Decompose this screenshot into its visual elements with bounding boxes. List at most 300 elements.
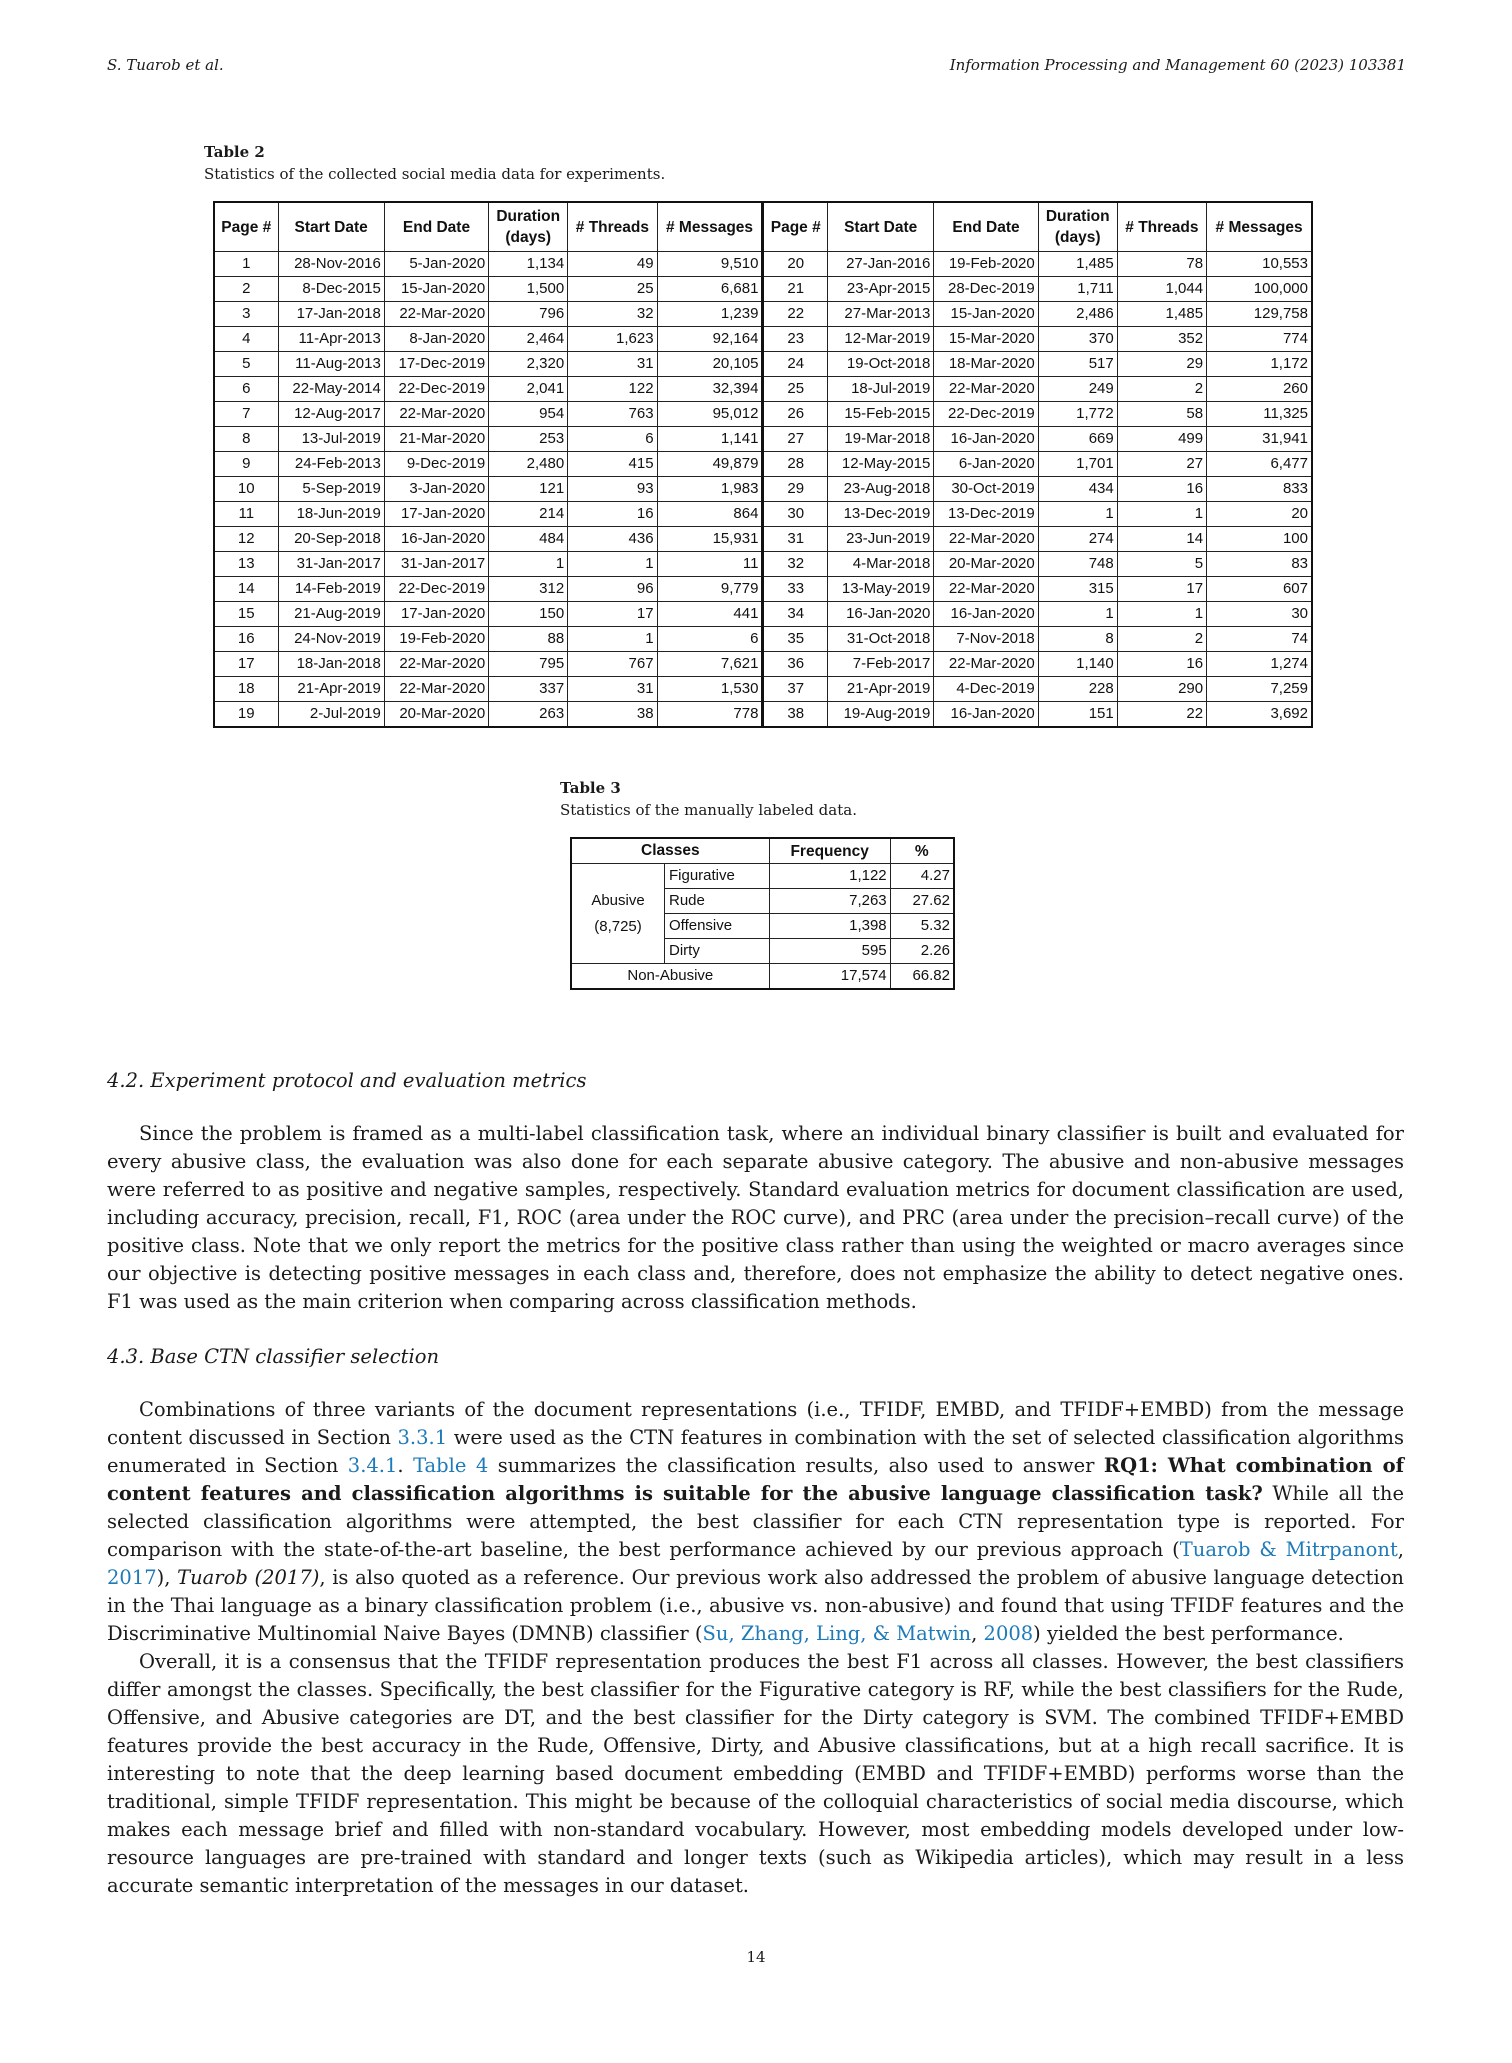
table2-cell-threads: 78 [1117,252,1206,277]
table2-cell-duration: 370 [1038,327,1117,352]
table2-cell-threads: 25 [568,277,657,302]
table2-cell-end-date: 22-Mar-2020 [934,377,1038,402]
table2-cell-threads: 14 [1117,527,1206,552]
table2-cell-page-number: 27 [763,427,828,452]
table3-class: Figurative [665,864,770,889]
table2-cell-threads: 49 [568,252,657,277]
table3-label: Table 3 [560,779,621,797]
table2-cell-end-date: 22-Dec-2019 [384,577,488,602]
table2-cell-duration: 88 [489,627,568,652]
table2-cell-messages: 1,983 [657,477,763,502]
table2-cell-messages: 100 [1207,527,1312,552]
table2-cell-threads: 1 [1117,502,1206,527]
table2-row [214,352,1312,377]
table2-cell-threads: 1 [568,627,657,652]
table2-cell-threads: 2 [1117,627,1206,652]
citation-link[interactable]: Tuarob & Mitrpanont [1179,1538,1398,1561]
table2-cell-duration: 2,486 [1038,302,1117,327]
table2-cell-end-date: 9-Dec-2019 [384,452,488,477]
table2-cell-messages: 6 [657,627,763,652]
table2-cell-page-number: 6 [214,377,278,402]
table2-cell-threads: 1 [1117,602,1206,627]
table3-group-label: Abusive [591,891,645,909]
table3-frequency: 1,122 [769,864,890,889]
table2-row [214,302,1312,327]
table3 [570,837,955,990]
table2-cell-page-number: 35 [763,627,828,652]
paragraph-text: ), [156,1566,178,1589]
table2-caption [204,141,665,185]
table2-cell-page-number: 26 [763,402,828,427]
table2-cell-page-number: 8 [214,427,278,452]
table2-cell-threads: 415 [568,452,657,477]
body-paragraph: Overall, it is a consensus that the TFIDF representation produces the best F1 across all classes. However, the best classifiers differ amongst the classes. Specifically, the best classifier for the Figurative category is RF, while the best classifiers for the Rude, Offensive, and Abusive categories are DT, and the best classifier for the Dirty category is SVM. The combined TFIDF+EMBD features provide the best accuracy in the Rude, Offensive, Dirty, and Abusive classifications, but at a high recall sacrifice. It is interesting to note that the deep learning based document embedding (EMBD and TFIDF+EMBD) performs worse than the traditional, simple TFIDF representation. This might be because of the colloquial characteristics of social media discourse, which makes each message brief and filled with non-standard vocabulary. However, most embedding models developed under low-resource languages are pre-trained with standard and longer texts (such as Wikipedia articles), which may result in a less accurate semantic interpretation of the messages in our dataset. [107,1650,1404,1897]
table2-cell-messages: 9,779 [657,577,763,602]
table2-caption-text: Statistics of the collected social media data for experiments. [204,165,666,183]
table2-cell-duration: 796 [489,302,568,327]
table2-row [214,652,1312,677]
table2-cell-messages: 20,105 [657,352,763,377]
table2-cell-page-number: 30 [763,502,828,527]
table2-cell-messages: 10,553 [1207,252,1312,277]
running-header-authors: S. Tuarob et al. [107,56,224,74]
table2-cell-start-date: 18-Jan-2018 [278,652,384,677]
table2-cell-start-date: 14-Feb-2019 [278,577,384,602]
table3-row [571,964,954,990]
table2-col-header: # Messages [1207,202,1312,252]
section-heading: 4.2. Experiment protocol and evaluation metrics [107,1069,587,1092]
table2-cell-page-number: 38 [763,702,828,728]
table2-cell-start-date: 12-Aug-2017 [278,402,384,427]
table2-cell-end-date: 16-Jan-2020 [384,527,488,552]
table2-cell-threads: 38 [568,702,657,728]
table2-cell-end-date: 4-Dec-2019 [934,677,1038,702]
table2-col-header: # Messages [657,202,763,252]
table2-cell-duration: 795 [489,652,568,677]
table2-cell-threads: 27 [1117,452,1206,477]
table2-cell-page-number: 28 [763,452,828,477]
table2-cell-threads: 6 [568,427,657,452]
table2-row [214,552,1312,577]
table2-cell-messages: 1,172 [1207,352,1312,377]
table2-cell-duration: 315 [1038,577,1117,602]
table2-col-header: End Date [384,202,488,252]
table2-cell-start-date: 23-Jun-2019 [828,527,934,552]
citation-link[interactable]: Su, Zhang, Ling, & Matwin [702,1622,972,1645]
table2-cell-messages: 7,259 [1207,677,1312,702]
research-question: RQ1: What combination of content features and classification algorithms is suitable for the abusive language classification task? [107,1454,1405,1505]
table2-cell-threads: 1,485 [1117,302,1206,327]
table3-percent: 27.62 [890,889,954,914]
table2-cell-start-date: 2-Jul-2019 [278,702,384,728]
table2-row [214,452,1312,477]
table2-cell-end-date: 6-Jan-2020 [934,452,1038,477]
table2-cell-start-date: 19-Aug-2019 [828,702,934,728]
table2-cell-start-date: 15-Feb-2015 [828,402,934,427]
table2-cell-messages: 15,931 [657,527,763,552]
table2-cell-page-number: 24 [763,352,828,377]
table2-cell-messages: 30 [1207,602,1312,627]
table2-cell-duration: 2,320 [489,352,568,377]
table2-cell-messages: 1,274 [1207,652,1312,677]
table2-cell-page-number: 23 [763,327,828,352]
table2-cell-threads: 436 [568,527,657,552]
citation-italic: Tuarob (2017) [177,1566,320,1589]
table2-cell-duration: 484 [489,527,568,552]
table2-cell-end-date: 31-Jan-2017 [384,552,488,577]
table2-cell-threads: 31 [568,677,657,702]
table2-cell-threads: 16 [1117,652,1206,677]
table3-row [571,864,954,889]
table2-cell-duration: 748 [1038,552,1117,577]
table3-caption [560,777,857,821]
table2-cell-messages: 95,012 [657,402,763,427]
table2-col-header: End Date [934,202,1038,252]
table2-cell-start-date: 19-Mar-2018 [828,427,934,452]
table3-percent: 66.82 [890,964,954,990]
body-paragraph [107,1396,1404,1648]
table2-col-header: Page # [763,202,828,252]
table2-cell-duration: 1,701 [1038,452,1117,477]
table2-row [214,477,1312,502]
table2-cell-threads: 32 [568,302,657,327]
table2-cell-page-number: 19 [214,702,278,728]
table2-cell-end-date: 22-Dec-2019 [934,402,1038,427]
table2-cell-end-date: 18-Mar-2020 [934,352,1038,377]
table2-cell-end-date: 19-Feb-2020 [384,627,488,652]
table2-cell-page-number: 29 [763,477,828,502]
table2-cell-page-number: 32 [763,552,828,577]
table2-cell-duration: 669 [1038,427,1117,452]
table2-cell-start-date: 11-Apr-2013 [278,327,384,352]
table2-cell-page-number: 31 [763,527,828,552]
table2-cell-threads: 2 [1117,377,1206,402]
table2-cell-page-number: 21 [763,277,828,302]
table2-cell-threads: 22 [1117,702,1206,728]
table2-cell-threads: 763 [568,402,657,427]
table2-cell-start-date: 24-Nov-2019 [278,627,384,652]
table2-cell-end-date: 22-Mar-2020 [384,652,488,677]
table2-cell-duration: 263 [489,702,568,728]
paragraph-text: , [1397,1538,1404,1561]
table2-row [214,377,1312,402]
table2-cell-start-date: 21-Apr-2019 [278,677,384,702]
table2-cell-threads: 16 [568,502,657,527]
table2-cell-end-date: 7-Nov-2018 [934,627,1038,652]
table2-cell-start-date: 22-May-2014 [278,377,384,402]
table2-col-header: Start Date [278,202,384,252]
table2-cell-threads: 93 [568,477,657,502]
table2-cell-messages: 260 [1207,377,1312,402]
table2-row [214,252,1312,277]
table2-cell-page-number: 20 [763,252,828,277]
section-heading: 4.3. Base CTN classifier selection [107,1345,440,1368]
paragraph-text: , [971,1622,984,1645]
table2-cell-page-number: 2 [214,277,278,302]
table2-cell-threads: 96 [568,577,657,602]
table2-cell-start-date: 27-Mar-2013 [828,302,934,327]
table2-cell-page-number: 22 [763,302,828,327]
table3-col-header: % [890,838,954,864]
table2-cell-threads: 17 [1117,577,1206,602]
paragraph-text: ) yielded the best performance. [1033,1622,1344,1645]
table2-cell-messages: 31,941 [1207,427,1312,452]
table2-row [214,677,1312,702]
table2-header-row [214,202,1312,252]
table2-cell-page-number: 12 [214,527,278,552]
table2-cell-threads: 17 [568,602,657,627]
table2-cell-start-date: 19-Oct-2018 [828,352,934,377]
table2-cell-messages: 32,394 [657,377,763,402]
table2-cell-page-number: 1 [214,252,278,277]
table2-cell-start-date: 23-Apr-2015 [828,277,934,302]
table2-cell-start-date: 5-Sep-2019 [278,477,384,502]
table2-cell-end-date: 22-Mar-2020 [384,677,488,702]
table2-cell-end-date: 22-Mar-2020 [934,577,1038,602]
table3-class: Dirty [665,939,770,964]
table2-cell-messages: 864 [657,502,763,527]
table2-cell-duration: 1,485 [1038,252,1117,277]
table2-cell-start-date: 13-Jul-2019 [278,427,384,452]
paragraph-text: , is also quoted as a reference. Our previous work also addressed the problem of abusive language detection in the Thai language as a binary classification problem (i.e., abusive vs. non-abusive) and found that using TFIDF features and the Discriminative Multinomial Naive Bayes (DMNB) classifier ( [107,1566,1404,1645]
page-number: 14 [746,1948,766,1966]
table2-cell-end-date: 22-Mar-2020 [384,402,488,427]
table2-cell-start-date: 21-Aug-2019 [278,602,384,627]
table2-cell-messages: 11 [657,552,763,577]
table2-cell-start-date: 4-Mar-2018 [828,552,934,577]
table2-cell-end-date: 15-Jan-2020 [934,302,1038,327]
paragraph-text: While all the selected classification algorithms were attempted, the best classifier for each CTN representation type is reported. For comparison with the state-of-the-art baseline, the best performance achieved by our previous approach ( [107,1482,1404,1561]
table2-cell-page-number: 4 [214,327,278,352]
table2-cell-page-number: 34 [763,602,828,627]
table3-class: Rude [665,889,770,914]
table2-cell-page-number: 7 [214,402,278,427]
table2-cell-threads: 16 [1117,477,1206,502]
table2-cell-end-date: 17-Jan-2020 [384,502,488,527]
table2-cell-threads: 352 [1117,327,1206,352]
table2-cell-duration: 2,464 [489,327,568,352]
table2-cell-messages: 7,621 [657,652,763,677]
table2-cell-end-date: 22-Mar-2020 [934,652,1038,677]
table2-cell-start-date: 18-Jul-2019 [828,377,934,402]
table2-cell-start-date: 23-Aug-2018 [828,477,934,502]
table2-cell-end-date: 17-Dec-2019 [384,352,488,377]
table2-cell-start-date: 13-Dec-2019 [828,502,934,527]
paragraph-text: . [397,1454,414,1477]
citation-link[interactable]: 2017 [107,1566,157,1589]
paragraph-text: summarizes the classification results, also used to answer [488,1454,1104,1477]
table2-cell-page-number: 14 [214,577,278,602]
table3-frequency: 595 [769,939,890,964]
table2-cell-duration: 1 [1038,502,1117,527]
table2-cell-page-number: 25 [763,377,828,402]
table2-cell-end-date: 20-Mar-2020 [934,552,1038,577]
table2-cell-start-date: 7-Feb-2017 [828,652,934,677]
table2-cell-messages: 129,758 [1207,302,1312,327]
table2-cell-page-number: 36 [763,652,828,677]
table2-cell-page-number: 11 [214,502,278,527]
table2-cell-duration: 2,480 [489,452,568,477]
table2-row [214,277,1312,302]
table2-cell-threads: 5 [1117,552,1206,577]
table2-cell-start-date: 8-Dec-2015 [278,277,384,302]
table2-cell-start-date: 16-Jan-2020 [828,602,934,627]
table2-cell-threads: 122 [568,377,657,402]
table2-col-header: # Threads [568,202,657,252]
table2-cell-threads: 31 [568,352,657,377]
table2-cell-messages: 100,000 [1207,277,1312,302]
table2-col-header: # Threads [1117,202,1206,252]
table2-cell-messages: 83 [1207,552,1312,577]
table2-cell-end-date: 20-Mar-2020 [384,702,488,728]
table3-col-header: Classes [571,838,769,864]
table2-cell-messages: 6,477 [1207,452,1312,477]
table2-cell-end-date: 16-Jan-2020 [934,427,1038,452]
table2-cell-end-date: 21-Mar-2020 [384,427,488,452]
table2-cell-page-number: 10 [214,477,278,502]
table2-cell-end-date: 5-Jan-2020 [384,252,488,277]
table2-cell-threads: 29 [1117,352,1206,377]
table3-class: Offensive [665,914,770,939]
table3-class: Non-Abusive [571,964,769,990]
table2-cell-messages: 11,325 [1207,402,1312,427]
table2-cell-end-date: 22-Mar-2020 [934,527,1038,552]
table2-col-header: Duration (days) [1038,202,1117,252]
table2-cell-duration: 150 [489,602,568,627]
table2-row [214,602,1312,627]
table2-cell-duration: 1,711 [1038,277,1117,302]
table2-cell-page-number: 5 [214,352,278,377]
table3-group-cell [571,864,665,964]
table2-cell-page-number: 13 [214,552,278,577]
table2-cell-messages: 778 [657,702,763,728]
table2-cell-end-date: 16-Jan-2020 [934,702,1038,728]
table2-cell-duration: 434 [1038,477,1117,502]
body-paragraph: Since the problem is framed as a multi-label classification task, where an individual binary classifier is built and evaluated for every abusive class, the evaluation was also done for each separate abusive category. The abusive and non-abusive messages were referred to as positive and negative samples, respectively. Standard evaluation metrics for document classification are used, including accuracy, precision, recall, F1, ROC (area under the ROC curve), and PRC (area under the precision–recall curve) of the positive class. Note that we only report the metrics for the positive class rather than using the weighted or macro averages since our objective is detecting positive messages in each class and, therefore, does not emphasize the ability to detect negative ones. F1 was used as the main criterion when comparing across classification methods. [107,1122,1404,1313]
table2-cell-messages: 92,164 [657,327,763,352]
table2-cell-duration: 228 [1038,677,1117,702]
table2-cell-messages: 833 [1207,477,1312,502]
table2-col-header: Duration (days) [489,202,568,252]
table2-cell-page-number: 3 [214,302,278,327]
table2-cell-messages: 774 [1207,327,1312,352]
table2-cell-page-number: 16 [214,627,278,652]
section-link[interactable]: 3.4.1 [347,1454,398,1477]
table3-percent: 2.26 [890,939,954,964]
table2-cell-start-date: 27-Jan-2016 [828,252,934,277]
table2-cell-duration: 1,500 [489,277,568,302]
table2-cell-duration: 214 [489,502,568,527]
table2-row [214,402,1312,427]
table2-cell-end-date: 15-Jan-2020 [384,277,488,302]
table2-row [214,427,1312,452]
table2-cell-duration: 1,140 [1038,652,1117,677]
paragraph-text: were used as the CTN features in combination with the set of selected classification algorithms enumerated in Section [107,1426,1404,1477]
table2-cell-threads: 58 [1117,402,1206,427]
table2-row [214,327,1312,352]
table2-row [214,527,1312,552]
table2-cell-end-date: 22-Dec-2019 [384,377,488,402]
table2 [213,201,1313,728]
table3-col-header: Frequency [769,838,890,864]
table2-cell-threads: 1,623 [568,327,657,352]
section-link[interactable]: 3.3.1 [397,1426,448,1449]
table2-label: Table 2 [204,143,265,161]
table2-cell-start-date: 31-Jan-2017 [278,552,384,577]
table2-cell-threads: 290 [1117,677,1206,702]
table3-frequency: 7,263 [769,889,890,914]
table2-cell-end-date: 13-Dec-2019 [934,502,1038,527]
table2-cell-duration: 151 [1038,702,1117,728]
table2-cell-end-date: 30-Oct-2019 [934,477,1038,502]
table2-cell-messages: 1,141 [657,427,763,452]
table2-row [214,627,1312,652]
table2-cell-page-number: 37 [763,677,828,702]
table2-cell-end-date: 22-Mar-2020 [384,302,488,327]
table2-row [214,702,1312,728]
table2-cell-messages: 607 [1207,577,1312,602]
table2-cell-start-date: 18-Jun-2019 [278,502,384,527]
table2-cell-threads: 1,044 [1117,277,1206,302]
table3-group-count: (8,725) [594,917,642,935]
table2-cell-threads: 499 [1117,427,1206,452]
table2-cell-end-date: 3-Jan-2020 [384,477,488,502]
table2-cell-start-date: 12-May-2015 [828,452,934,477]
table2-cell-messages: 1,239 [657,302,763,327]
table2-cell-start-date: 31-Oct-2018 [828,627,934,652]
table2-cell-duration: 1 [489,552,568,577]
table2-cell-duration: 312 [489,577,568,602]
table2-cell-duration: 121 [489,477,568,502]
table2-cell-threads: 1 [568,552,657,577]
table3-caption-text: Statistics of the manually labeled data. [560,801,857,819]
paragraph-text: Combinations of three variants of the document representations (i.e., TFIDF, EMBD, and TFIDF+EMBD) from the message content discussed in Section [107,1398,1404,1449]
table3-percent: 4.27 [890,864,954,889]
table2-cell-duration: 1 [1038,602,1117,627]
table2-cell-duration: 954 [489,402,568,427]
table2-cell-end-date: 8-Jan-2020 [384,327,488,352]
table3-frequency: 17,574 [769,964,890,990]
table2-cell-start-date: 20-Sep-2018 [278,527,384,552]
table2-col-header: Start Date [828,202,934,252]
running-header-journal: Information Processing and Management 60 (2023) 103381 [949,56,1406,74]
table2-cell-page-number: 15 [214,602,278,627]
table2-row [214,502,1312,527]
table2-cell-messages: 74 [1207,627,1312,652]
citation-link[interactable]: 2008 [983,1622,1034,1645]
table2-cell-page-number: 18 [214,677,278,702]
table2-cell-start-date: 11-Aug-2013 [278,352,384,377]
table2-cell-end-date: 15-Mar-2020 [934,327,1038,352]
table3-frequency: 1,398 [769,914,890,939]
table2-cell-messages: 49,879 [657,452,763,477]
table2-cell-messages: 9,510 [657,252,763,277]
table2-cell-end-date: 19-Feb-2020 [934,252,1038,277]
table2-cell-duration: 337 [489,677,568,702]
table2-cell-start-date: 21-Apr-2019 [828,677,934,702]
table2-cell-messages: 441 [657,602,763,627]
table2-cell-duration: 517 [1038,352,1117,377]
table2-cell-end-date: 28-Dec-2019 [934,277,1038,302]
table2-col-header: Page # [214,202,278,252]
table2-cell-duration: 2,041 [489,377,568,402]
table2-cell-end-date: 16-Jan-2020 [934,602,1038,627]
table2-cell-start-date: 13-May-2019 [828,577,934,602]
table-link[interactable]: Table 4 [413,1454,489,1477]
table2-cell-page-number: 33 [763,577,828,602]
table2-cell-page-number: 9 [214,452,278,477]
table3-header-row [571,838,954,864]
